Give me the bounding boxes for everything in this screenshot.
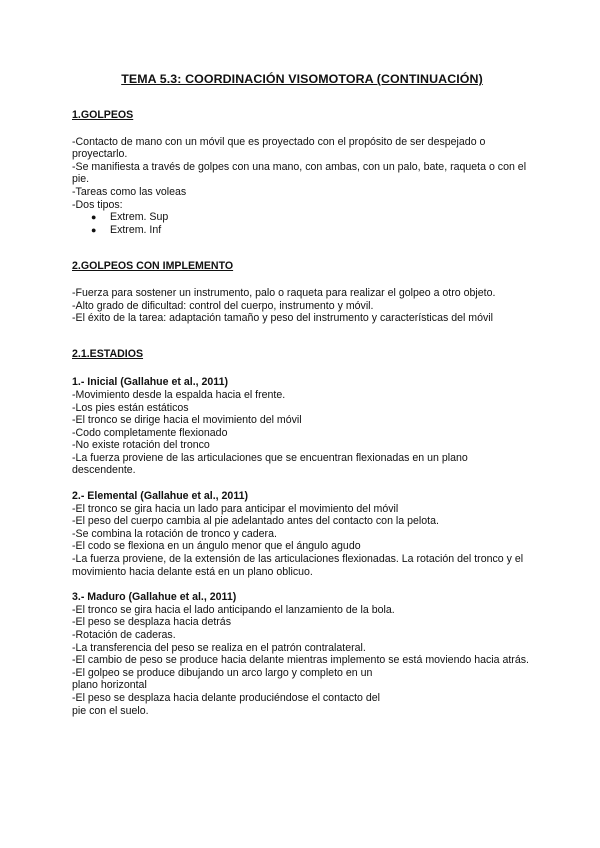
text-line: -El éxito de la tarea: adaptación tamaño y peso del instrumento y características del móvil <box>72 312 494 325</box>
text-line: -Movimiento desde la espalda hacia el frente. <box>72 388 286 401</box>
section-heading-golpeos: 1.GOLPEOS <box>72 109 134 121</box>
text-line: -El cambio de peso se produce hacia delante mientras implemento se está moviendo hacia atrás. <box>72 654 529 667</box>
text-line: -El peso se desplaza hacia delante produciéndose el contacto del <box>72 691 381 704</box>
text-line: -El codo se flexiona en un ángulo menor que el ángulo agudo <box>72 540 361 553</box>
text-line: -Se combina la rotación de tronco y cadera. <box>72 527 277 540</box>
text-line: -El peso se desplaza hacia detrás <box>72 616 231 629</box>
types-bullet-list <box>72 211 532 236</box>
text-line: -Tareas como las voleas <box>72 185 187 198</box>
text-line: -El tronco se gira hacia un lado para anticipar el movimiento del móvil <box>72 502 399 515</box>
text-line: -Alto grado de dificultad: control del cuerpo, instrumento y móvil. <box>72 299 374 312</box>
text-line: -Dos tipos: <box>72 198 123 211</box>
section-heading-estadios: 2.1.ESTADIOS <box>72 347 144 360</box>
page-title: TEMA 5.3: COORDINACIÓN VISOMOTORA (CONTINUACIÓN) <box>121 72 483 86</box>
text-line: -El tronco se dirige hacia el movimiento del móvil <box>72 414 302 427</box>
stage-title-inicial: 1.- Inicial (Gallahue et al., 2011) <box>72 376 229 389</box>
text-line: -La transferencia del peso se realiza en el patrón contralateral. <box>72 641 366 654</box>
text-line: pie con el suelo. <box>72 704 149 717</box>
text-line: -La fuerza proviene de las articulaciones que se encuentran flexionadas en un plano descendente. <box>72 451 468 477</box>
text-line: -El peso del cuerpo cambia al pie adelantado antes del contacto con la pelota. <box>72 515 439 528</box>
text-line: -La fuerza proviene, de la extensión de las articulaciones flexionadas. La rotación del tronco y el movimiento hacia delante está en un plano oblicuo. <box>72 553 524 578</box>
text-line: -Contacto de mano con un móvil que es proyectado con el propósito de ser despejado o proyectarlo. <box>72 135 486 161</box>
bullet-item: ● Extrem. Inf <box>91 224 532 237</box>
text-line: -Rotación de caderas. <box>72 629 176 641</box>
text-line: -Se manifiesta a través de golpes con una mano, con ambas, con un palo, bate, raqueta o con el pie. <box>72 160 527 186</box>
section-heading-golpeos-implemento: 2.GOLPEOS CON IMPLEMENTO <box>72 260 234 273</box>
stage-title-maduro: 3.- Maduro (Gallahue et al., 2011) <box>72 591 237 604</box>
text-line: -Los pies están estáticos <box>72 401 189 414</box>
text-line: -El golpeo se produce dibujando un arco largo y completo en un <box>72 666 373 679</box>
bullet-item: ● Extrem. Sup <box>91 211 532 224</box>
text-line: -El tronco se gira hacia el lado anticipando el lanzamiento de la bola. <box>72 603 395 616</box>
text-line: -No existe rotación del tronco <box>72 439 210 452</box>
text-line: plano horizontal <box>72 679 147 692</box>
text-line: -Fuerza para sostener un instrumento, palo o raqueta para realizar el golpeo a otro objeto. <box>72 286 496 299</box>
stage-title-elemental: 2.- Elemental (Gallahue et al., 2011) <box>72 490 249 503</box>
document-page <box>72 72 532 717</box>
text-line: -Codo completamente flexionado <box>72 426 228 439</box>
